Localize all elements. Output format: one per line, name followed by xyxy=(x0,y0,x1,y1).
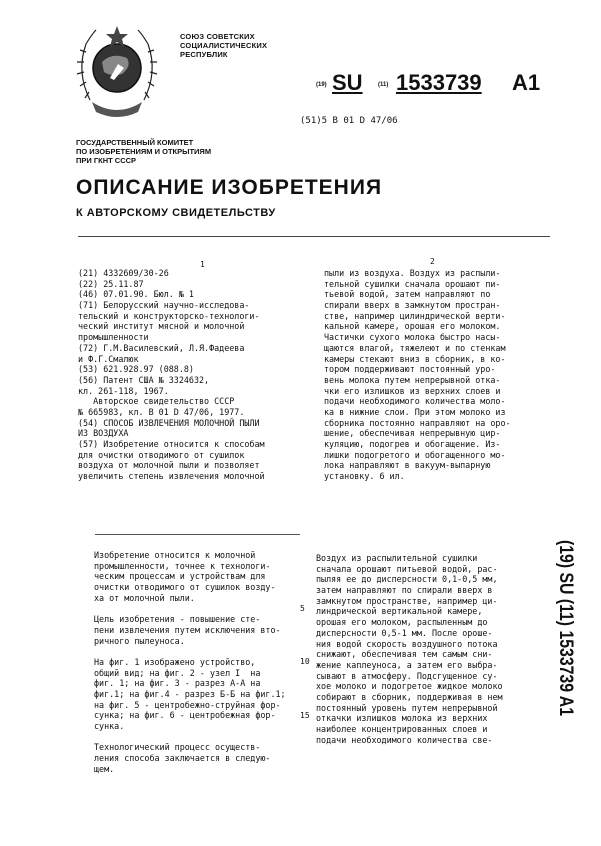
bib-line: тельский и конструкторско-технологи- xyxy=(78,310,260,321)
text-line: линдрической вертикальной камере, xyxy=(316,606,483,617)
abstract-divider xyxy=(95,534,300,535)
text-line: На фиг. 1 изображено устройство, xyxy=(94,656,256,667)
vertical-label: (19) SU (11) 1533739 A1 xyxy=(555,540,576,720)
abstract-line: пыли из воздуха. Воздух из распыли- xyxy=(324,268,501,278)
bib-line: (46) 07.01.90. Бюл. № 1 xyxy=(78,289,194,300)
abstract-line: тором поддерживают постоянный уро- xyxy=(324,364,496,375)
abstract-line: чки его излишков из верхних слоев и xyxy=(324,385,501,396)
bib-line: (21) 4332609/30-26 xyxy=(78,268,169,278)
ipc-class: (51)5 B 01 D 47/06 xyxy=(300,116,398,126)
text-line: постоянный уровень путем непрерывной xyxy=(316,702,498,713)
text-line: Цель изобретения - повышение сте- xyxy=(94,614,261,625)
bib-line: промышленности xyxy=(78,332,149,343)
abstract-line: лока направляют в вакуум-выпарную xyxy=(324,460,491,471)
abstract-line: Частички сухого молока быстро насы- xyxy=(324,332,501,343)
text-line xyxy=(94,732,286,743)
text-line: ха от молочной пыли. xyxy=(94,592,195,603)
abstract-line: вень молока путем непрерывной отка- xyxy=(324,374,501,385)
description-right xyxy=(316,553,503,745)
text-line: сунка; на фиг. 6 - центробежная фор- xyxy=(94,710,276,721)
bib-line: № 665983, кл. B 01 D 47/06, 1977. xyxy=(78,406,245,417)
description-left xyxy=(94,550,286,774)
union-name xyxy=(180,32,267,59)
abstract-continuation xyxy=(324,268,511,482)
bib-line: ИЗ ВОЗДУХА xyxy=(78,428,129,439)
text-line: общий вид; на фиг. 2 - узел I на xyxy=(94,667,261,678)
text-line: орошая его молоком, распыленным до xyxy=(316,617,488,628)
committee xyxy=(76,138,211,165)
abstract-line: куляцию, подогрев и обогащение. Из- xyxy=(324,439,501,449)
line-marker: 10 xyxy=(300,657,310,666)
abstract-line: подачи необходимого количества моло- xyxy=(324,396,506,407)
text-line: ричного пылеуноса. xyxy=(94,635,185,646)
bib-line: (56) Патент США № 3324632, xyxy=(78,374,210,385)
abstract-line: установку. 6 ил. xyxy=(324,471,405,482)
text-line: затем направляют по спирали вверх в xyxy=(316,585,493,596)
text-line: фиг. 1; на фиг. 3 - разрез А-А на xyxy=(94,678,261,689)
vertical-patent-number xyxy=(548,540,588,720)
bib-line: (57) Изобретение относится к способам xyxy=(78,439,265,449)
abstract-line: стве, например цилиндрической верти- xyxy=(324,310,506,321)
abstract-line: камеры стекают вниз в сборник, в ко- xyxy=(324,353,506,364)
text-line: дисперсности 0,5-1 мм. После ороше- xyxy=(316,627,493,638)
line-marker: 15 xyxy=(300,711,310,720)
column-number: 1 xyxy=(200,260,205,269)
text-line xyxy=(94,603,286,614)
text-line: Технологический процесс осуществ- xyxy=(94,742,261,753)
ussr-emblem xyxy=(72,22,162,124)
line-marker: 5 xyxy=(300,604,305,613)
text-line: хое молоко и подогретое жидкое молоко xyxy=(316,681,503,692)
text-line: подачи необходимого количества све- xyxy=(316,734,493,745)
text-line: фиг.1; на фиг.4 - разрез Б-Б на фиг.1; xyxy=(94,688,286,699)
bib-line: увеличить степень извлечения молочной xyxy=(78,471,265,482)
bib-line: для очистки отводимого от сушилок xyxy=(78,449,245,460)
bib-line: (22) 25.11.87 xyxy=(78,278,144,289)
text-line: жение каплеуноса, а затем его выбра- xyxy=(316,659,498,670)
union-line: СОЮЗ СОВЕТСКИХ xyxy=(180,32,255,41)
committee-line: ПРИ ГКНТ СССР xyxy=(76,156,137,165)
union-line: РЕСПУБЛИК xyxy=(180,50,228,59)
bib-line: Авторское свидетельство СССР xyxy=(78,396,235,407)
text-line: промышленности, точнее к технологи- xyxy=(94,560,271,571)
text-line: очистки отводимого от сушилок возду- xyxy=(94,582,276,593)
committee-line: ПО ИЗОБРЕТЕНИЯМ И ОТКРЫТИЯМ xyxy=(76,147,212,156)
abstract-line: тельной сушилки сначала орошают пи- xyxy=(324,278,501,289)
bib-line: воздуха от молочной пыли и позволяет xyxy=(78,460,260,471)
publication-number xyxy=(316,70,556,100)
bibliographic-data xyxy=(78,268,265,482)
text-line: Воздух из распылительной сушилки xyxy=(316,553,478,563)
bib-line: (54) СПОСОБ ИЗВЛЕЧЕНИЯ МОЛОЧНОЙ ПЫЛИ xyxy=(78,417,260,428)
committee-line: ГОСУДАРСТВЕННЫЙ КОМИТЕТ xyxy=(76,138,194,147)
abstract-line: ка в нижние слои. При этом молоко из xyxy=(324,406,506,417)
abstract-line: спирали вверх в замкнутом простран- xyxy=(324,300,501,311)
text-line: замкнутом пространстве, например ци- xyxy=(316,595,498,606)
bib-line: (53) 621.928.97 (088.8) xyxy=(78,364,194,375)
country-code: SU xyxy=(332,70,363,95)
text-line: снижают, обеспечивая тем самым сни- xyxy=(316,649,493,660)
patent-number: 1533739 xyxy=(396,70,482,95)
code-19: (19) xyxy=(316,82,327,88)
text-line: на фиг. 5 - центробежно-струйная фор- xyxy=(94,699,281,710)
text-line: пыляя ее до дисперсности 0,1-0,5 мм, xyxy=(316,574,498,585)
text-line: собирают в сборник, поддерживая в нем xyxy=(316,691,503,702)
kind-code: A1 xyxy=(512,70,541,95)
abstract-line: тьевой водой, затем направляют по xyxy=(324,289,491,300)
abstract-line: шение, обеспечивая непрерывную цир- xyxy=(324,428,501,439)
divider xyxy=(78,236,550,237)
text-line: ления способа заключается в следую- xyxy=(94,753,271,764)
bib-line: (71) Белорусский научно-исследова- xyxy=(78,300,250,311)
abstract-line: сборника постоянно направляют на оро- xyxy=(324,417,511,428)
text-line: сунка. xyxy=(94,721,125,731)
abstract-line: кальной камере, орошая его молоком. xyxy=(324,321,501,332)
column-number: 2 xyxy=(430,257,435,266)
abstract-line: щаются влагой, тяжелеют и по стенкам xyxy=(324,342,506,353)
text-line: Изобретение относится к молочной xyxy=(94,550,256,560)
abstract-line: лишки подогретого и обогащенного мо- xyxy=(324,449,506,460)
text-line: наиболее концентрированных слоев и xyxy=(316,724,488,734)
union-line: СОЦИАЛИСТИЧЕСКИХ xyxy=(180,41,268,50)
text-line: сывают в атмосферу. Подсгущенное су- xyxy=(316,670,498,681)
bib-line: ческий институт мясной и молочной xyxy=(78,321,245,332)
bib-line: кл. 261-118, 1967. xyxy=(78,385,169,396)
text-line xyxy=(94,646,286,657)
text-line: ния водой скорость воздушного потока xyxy=(316,638,498,649)
code-11: (11) xyxy=(378,82,389,88)
text-line: ческим процессам и устройствам для xyxy=(94,571,266,582)
text-line: откачки излишков молока из верхних xyxy=(316,713,488,724)
bib-line: (72) Г.М.Василевский, Л.Я.Фадеева xyxy=(78,342,245,353)
text-line: сначала орошают питьевой водой, рас- xyxy=(316,563,498,574)
document-subtitle: К АВТОРСКОМУ СВИДЕТЕЛЬСТВУ xyxy=(76,207,276,219)
text-line: пени извлечения путем исключения вто- xyxy=(94,624,281,635)
bib-line: и Ф.Г.Смалюк xyxy=(78,353,139,364)
document-title: ОПИСАНИЕ ИЗОБРЕТЕНИЯ xyxy=(76,176,383,199)
text-line: щем. xyxy=(94,763,115,774)
